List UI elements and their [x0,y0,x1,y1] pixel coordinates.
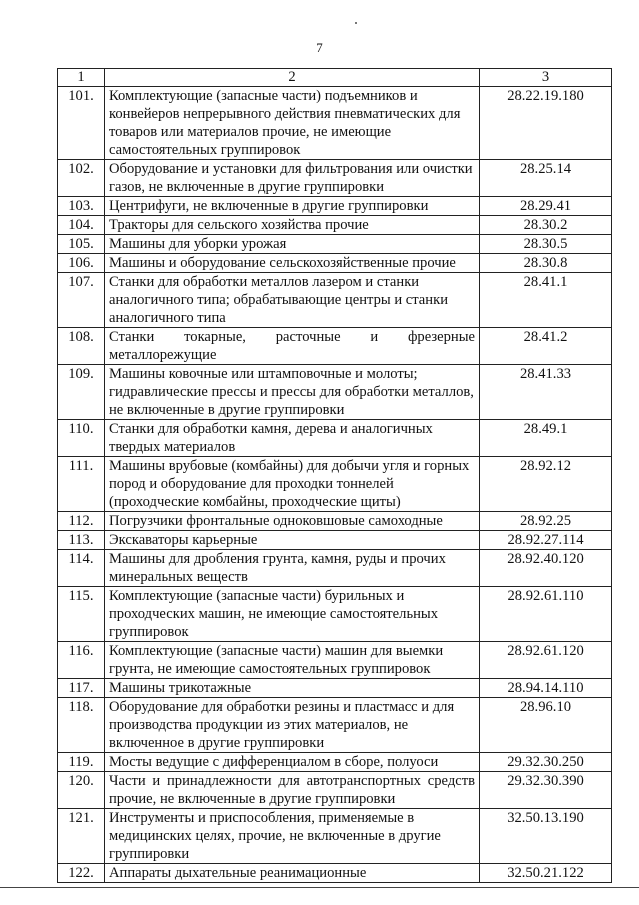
row-code: 28.41.33 [480,365,612,420]
row-code: 32.50.21.122 [480,864,612,883]
row-name: Машины для уборки урожая [105,235,480,254]
row-number: 111. [58,457,105,512]
table-row [58,216,612,235]
table-row [58,587,612,642]
table-row [58,512,612,531]
row-number: 102. [58,160,105,197]
table-row [58,197,612,216]
row-name: Машины врубовые (комбайны) для добычи угля и горных пород и оборудование для проходки тоннелей (проходческие комбайны, проходческие щиты) [105,457,480,512]
row-code: 29.32.30.250 [480,753,612,772]
row-name: Экскаваторы карьерные [105,531,480,550]
table-row [58,772,612,809]
row-name: Оборудование и установки для фильтрования или очистки газов, не включенные в другие группировки [105,160,480,197]
table-row [58,864,612,883]
table-row [58,753,612,772]
equipment-table [57,68,612,883]
table-row [58,531,612,550]
row-number: 103. [58,197,105,216]
row-name: Тракторы для сельского хозяйства прочие [105,216,480,235]
table-row [58,160,612,197]
row-name: Станки для обработки металлов лазером и станки аналогичного типа; обрабатывающие центры и станки аналогичного типа [105,273,480,328]
table-row [58,642,612,679]
row-number: 114. [58,550,105,587]
row-name: Инструменты и приспособления, применяемые в медицинских целях, прочие, не включенные в другие группировки [105,809,480,864]
table-row [58,550,612,587]
table-row [58,235,612,254]
table-row [58,87,612,160]
row-number: 117. [58,679,105,698]
table-row [58,328,612,365]
row-number: 105. [58,235,105,254]
row-code: 29.32.30.390 [480,772,612,809]
table-row [58,698,612,753]
row-name: Комплектующие (запасные части) машин для выемки грунта, не имеющие самостоятельных группировок [105,642,480,679]
row-number: 118. [58,698,105,753]
row-number: 122. [58,864,105,883]
row-code: 28.92.40.120 [480,550,612,587]
row-name: Машины и оборудование сельскохозяйственные прочие [105,254,480,273]
row-name: Погрузчики фронтальные одноковшовые самоходные [105,512,480,531]
row-name: Центрифуги, не включенные в другие группировки [105,197,480,216]
row-number: 109. [58,365,105,420]
row-code: 28.92.61.110 [480,587,612,642]
row-code: 28.30.8 [480,254,612,273]
table-row [58,365,612,420]
row-code: 28.30.2 [480,216,612,235]
row-code: 28.96.10 [480,698,612,753]
row-code: 28.92.27.114 [480,531,612,550]
header-col-1: 1 [58,69,105,87]
row-code: 28.25.14 [480,160,612,197]
row-number: 101. [58,87,105,160]
table-row [58,273,612,328]
row-number: 110. [58,420,105,457]
table-row [58,457,612,512]
row-code: 28.29.41 [480,197,612,216]
row-number: 116. [58,642,105,679]
row-name: Станки для обработки камня, дерева и аналогичных твердых материалов [105,420,480,457]
row-code: 28.92.61.120 [480,642,612,679]
table-row [58,420,612,457]
row-number: 121. [58,809,105,864]
row-number: 119. [58,753,105,772]
row-number: 104. [58,216,105,235]
row-number: 108. [58,328,105,365]
row-number: 107. [58,273,105,328]
scan-speck [355,22,357,24]
row-name: Комплектующие (запасные части) бурильных и проходческих машин, не имеющие самостоятельных группировок [105,587,480,642]
row-number: 120. [58,772,105,809]
row-code: 28.49.1 [480,420,612,457]
row-code: 32.50.13.190 [480,809,612,864]
row-number: 112. [58,512,105,531]
row-number: 115. [58,587,105,642]
scan-edge-line [0,887,639,888]
row-name: Комплектующие (запасные части) подъемников и конвейеров непрерывного действия пневматических для товаров или материалов прочие, не имеющие самостоятельных группировок [105,87,480,160]
row-number: 113. [58,531,105,550]
table-row [58,254,612,273]
table-row [58,809,612,864]
row-code: 28.92.12 [480,457,612,512]
row-name: Оборудование для обработки резины и пластмасс и для производства продукции из этих материалов, не включенное в другие группировки [105,698,480,753]
row-name: Машины для дробления грунта, камня, руды и прочих минеральных веществ [105,550,480,587]
row-code: 28.41.1 [480,273,612,328]
table-header-row [58,69,612,87]
table-row [58,679,612,698]
row-name: Машины ковочные или штамповочные и молоты; гидравлические прессы и прессы для обработки металлов, не включенные в другие группировки [105,365,480,420]
row-name: Части и принадлежности для автотранспортных средств прочие, не включенные в другие группировки [105,772,480,809]
row-code: 28.41.2 [480,328,612,365]
row-name: Станки токарные, расточные и фрезерные металлорежущие [105,328,480,365]
page-number: 7 [316,40,323,55]
row-code: 28.92.25 [480,512,612,531]
row-name: Машины трикотажные [105,679,480,698]
row-code: 28.94.14.110 [480,679,612,698]
row-number: 106. [58,254,105,273]
row-name: Мосты ведущие с дифференциалом в сборе, полуоси [105,753,480,772]
header-col-2: 2 [105,69,480,87]
row-code: 28.30.5 [480,235,612,254]
row-code: 28.22.19.180 [480,87,612,160]
header-col-3: 3 [480,69,612,87]
row-name: Аппараты дыхательные реанимационные [105,864,480,883]
